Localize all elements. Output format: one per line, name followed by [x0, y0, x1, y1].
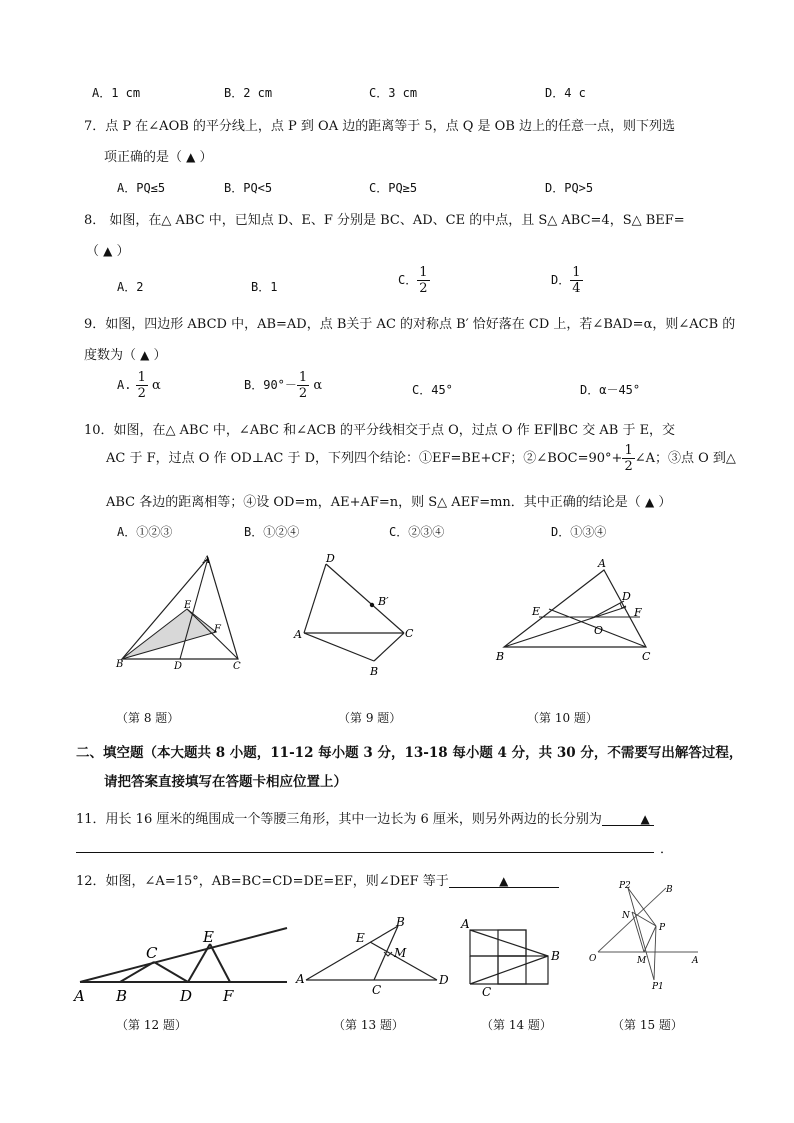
- fig15-label-p: P: [659, 923, 666, 933]
- fig12-label-a: A: [74, 987, 85, 1005]
- answer-triangle-icon: ▲: [140, 348, 150, 362]
- q8-line1: 8． 如图，在△ ABC 中，已知点 D、E、F 分别是 BC、AD、CE 的中点，且 S△ ABC=4，S△ BEF=: [84, 213, 685, 228]
- fig10-label-b: B: [496, 650, 505, 663]
- answer-triangle-icon: ▲: [186, 150, 196, 164]
- q9-line1: 9．如图，四边形 ABCD 中，AB=AD，点 B关于 AC 的对称点 B′ 恰好落在 CD 上，若∠BAD=α，则∠ACB 的: [84, 317, 736, 332]
- q10-line2: AC 于 F，过点 O 作 OD⊥AC 于 D，下列四个结论：①EF=BE+CF；②∠BOC=90°+ $\frac{1}{2}$ ∠A；③点 O 到△: [106, 443, 736, 474]
- q8-option-a: A．2: [117, 280, 144, 294]
- q7-option-a: A．PQ≤5: [117, 181, 166, 195]
- fig13-label-c: C: [372, 983, 382, 997]
- q8-option-c: C． $\frac{1}{2}$: [398, 265, 428, 296]
- q9-option-a: A. $\frac{1}{2}$ α: [117, 370, 161, 401]
- caption-fig-15: （第 15 题）: [612, 1018, 683, 1032]
- fig13-label-b: B: [396, 915, 405, 929]
- section-2-header-line1: 二、填空题（本大题共 8 小题，11-12 每小题 3 分，13-18 每小题 4 分，共 30 分，不需要写出解答过程，: [76, 745, 743, 761]
- fig12-label-b: B: [116, 987, 128, 1005]
- q11-period: ．: [660, 842, 674, 857]
- fig10-label-c: C: [642, 650, 651, 663]
- fig15-label-b: B: [666, 885, 673, 895]
- q10-option-b: B．①②④: [244, 525, 300, 539]
- figure-10: [494, 552, 664, 667]
- fig15-label-n: N: [622, 911, 630, 921]
- caption-fig-10: （第 10 题）: [527, 711, 598, 725]
- answer-triangle-icon: ▲: [640, 812, 650, 826]
- fig10-label-f: F: [634, 606, 642, 619]
- fig8-label-a: A: [203, 555, 211, 566]
- caption-fig-14: （第 14 题）: [481, 1018, 552, 1032]
- answer-triangle-icon: ▲: [103, 244, 113, 258]
- fig15-label-m: M: [637, 956, 647, 966]
- fig15-label-a: A: [692, 956, 699, 966]
- caption-fig-9: （第 9 题）: [338, 711, 402, 725]
- q8-option-b: B．1: [251, 280, 278, 294]
- q10-line3: ABC 各边的距离相等；④设 OD=m，AE+AF=n，则 S△ AEF=mn．其中正确的结论是（ ▲ ）: [106, 495, 672, 510]
- fig15-label-o: O: [589, 954, 597, 964]
- figure-9: [290, 548, 425, 678]
- fig13-label-e: E: [356, 931, 365, 945]
- caption-fig-8: （第 8 题）: [116, 711, 180, 725]
- q11-line1: 11．用长 16 厘米的绳围成一个等腰三角形，其中一边长为 6 厘米，则另外两边的长分别为 ▲: [76, 808, 654, 827]
- fig9-label-d: D: [326, 552, 335, 565]
- figure-12: [72, 920, 292, 1005]
- q11-answer-line: [76, 838, 654, 853]
- figure-15: [586, 876, 708, 994]
- fig8-label-b: B: [116, 659, 124, 670]
- caption-fig-12: （第 12 题）: [116, 1018, 187, 1032]
- figure-8: [112, 552, 247, 672]
- fig10-label-e: E: [532, 605, 541, 618]
- fig9-label-a: A: [294, 628, 302, 641]
- fig13-label-d: D: [439, 973, 449, 987]
- q7-option-c: C．PQ≥5: [369, 181, 418, 195]
- q6-option-c: C．3 cm: [369, 86, 418, 100]
- fig14-label-c: C: [482, 985, 492, 997]
- q7-line2: 项正确的是（ ▲ ）: [104, 150, 213, 165]
- q7-line1: 7．点 P 在∠AOB 的平分线上，点 P 到 OA 边的距离等于 5，点 Q 是 OB 边上的任意一点，则下列选: [84, 119, 676, 134]
- q8-option-d: D． $\frac{1}{4}$: [551, 265, 581, 296]
- fig15-label-p2: P2: [619, 881, 631, 891]
- fig8-label-c: C: [233, 661, 241, 672]
- fig9-label-b: B: [370, 665, 379, 678]
- caption-fig-13: （第 13 题）: [333, 1018, 404, 1032]
- fig9-label-c: C: [405, 627, 414, 640]
- fig8-label-d: D: [174, 661, 183, 672]
- fig8-label-e: E: [184, 600, 192, 611]
- fig12-label-d: D: [180, 987, 193, 1005]
- q6-option-a: A．1 cm: [92, 86, 141, 100]
- q9-option-d: D．α－45°: [580, 383, 641, 397]
- answer-triangle-icon: ▲: [644, 495, 655, 509]
- q9-option-c: C．45°: [412, 383, 453, 397]
- fig14-label-a: A: [461, 917, 470, 931]
- q10-option-a: A．①②③: [117, 525, 173, 539]
- fig15-label-p1: P1: [652, 982, 664, 992]
- q10-option-d: D．①③④: [551, 525, 607, 539]
- q9-option-b: B．90°－ $\frac{1}{2}$ α: [244, 370, 323, 401]
- q6-option-d: D．4 c: [545, 86, 586, 100]
- q7-option-b: B．PQ<5: [224, 181, 273, 195]
- q10-option-c: C．②③④: [389, 525, 445, 539]
- fig10-label-o: O: [594, 624, 604, 637]
- answer-triangle-icon: ▲: [499, 874, 509, 888]
- section-2-header-line2: 请把答案直接填写在答题卡相应位置上）: [104, 774, 347, 790]
- figure-14: [456, 912, 566, 997]
- q7-option-d: D．PQ>5: [545, 181, 594, 195]
- fig13-label-m: M: [394, 946, 407, 960]
- fig14-label-b: B: [551, 949, 560, 963]
- fig8-label-f: F: [214, 624, 221, 635]
- fig10-label-d: D: [622, 590, 631, 603]
- fig12-label-c: C: [146, 944, 158, 962]
- q9-line2: 度数为（ ▲ ）: [84, 348, 167, 363]
- q8-line2: （ ▲ ）: [86, 244, 130, 259]
- q12-line1: 12．如图，∠A=15°，AB=BC=CD=DE=EF，则∠DEF 等于 ▲: [76, 870, 559, 889]
- q6-option-b: B．2 cm: [224, 86, 273, 100]
- fig10-label-a: A: [598, 557, 606, 570]
- fig9-label-b-prime: B′: [378, 595, 389, 608]
- q10-line1: 10．如图，在△ ABC 中，∠ABC 和∠ACB 的平分线相交于点 O，过点 O 作 EF∥BC 交 AB 于 E，交: [84, 423, 676, 438]
- fig13-label-a: A: [296, 972, 305, 986]
- fig12-label-e: E: [203, 928, 214, 946]
- fig12-label-f: F: [223, 987, 234, 1005]
- figure-13: [292, 912, 454, 997]
